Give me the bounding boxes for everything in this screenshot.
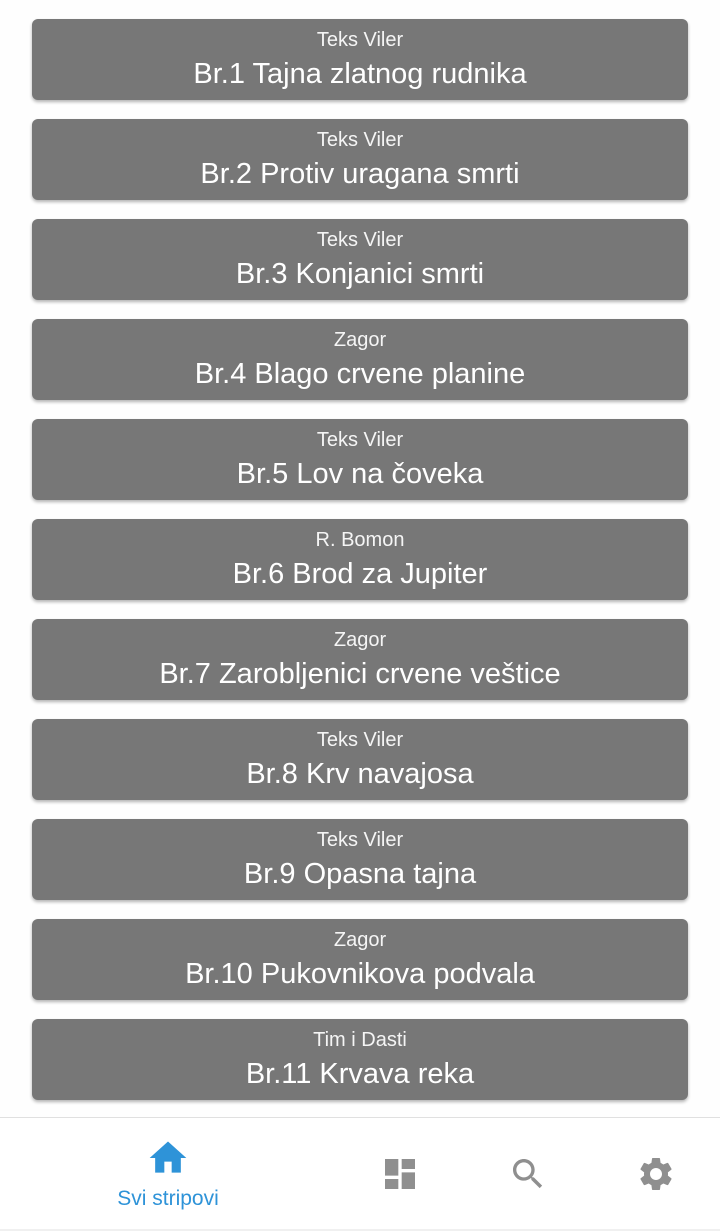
comic-series-label: R. Bomon bbox=[315, 528, 405, 551]
dashboard-icon bbox=[380, 1154, 420, 1194]
comic-series-label: Teks Viler bbox=[316, 128, 404, 151]
bottom-nav bbox=[0, 1117, 720, 1231]
nav-item-dashboard[interactable] bbox=[336, 1118, 464, 1229]
comic-title-label: Br.2 Protiv uragana smrti bbox=[200, 157, 520, 190]
comic-title-label: Br.11 Krvava reka bbox=[245, 1057, 475, 1090]
home-icon bbox=[146, 1136, 190, 1180]
comic-title-label: Br.6 Brod za Jupiter bbox=[232, 557, 488, 590]
comic-title-label: Br.3 Konjanici smrti bbox=[235, 257, 485, 290]
comic-series-label: Tim i Dasti bbox=[313, 1028, 407, 1051]
comic-card[interactable] bbox=[32, 519, 688, 600]
comic-card[interactable] bbox=[32, 219, 688, 300]
comic-series-label: Teks Viler bbox=[316, 228, 404, 251]
comic-card[interactable] bbox=[32, 719, 688, 800]
comic-title-label: Br.10 Pukovnikova podvala bbox=[185, 957, 535, 990]
comic-title-label: Br.5 Lov na čoveka bbox=[236, 457, 484, 490]
nav-item-label: Svi stripovi bbox=[117, 1187, 219, 1210]
comic-series-label: Zagor bbox=[333, 928, 387, 951]
comic-title-label: Br.7 Zarobljenici crvene veštice bbox=[159, 657, 561, 690]
search-icon bbox=[508, 1154, 548, 1194]
comic-card[interactable] bbox=[32, 19, 688, 100]
nav-item-search[interactable] bbox=[464, 1118, 592, 1229]
comic-title-label: Br.8 Krv navajosa bbox=[246, 757, 474, 790]
comic-title-label: Br.1 Tajna zlatnog rudnika bbox=[193, 57, 527, 90]
comic-title-label: Br.4 Blago crvene planine bbox=[194, 357, 526, 390]
comic-series-label: Teks Viler bbox=[316, 828, 404, 851]
comic-series-label: Zagor bbox=[333, 328, 387, 351]
comic-series-label: Zagor bbox=[333, 628, 387, 651]
gear-icon bbox=[636, 1154, 676, 1194]
comic-series-label: Teks Viler bbox=[316, 728, 404, 751]
comic-series-label: Teks Viler bbox=[316, 28, 404, 51]
comic-card[interactable] bbox=[32, 319, 688, 400]
comic-series-label: Teks Viler bbox=[316, 428, 404, 451]
comic-card[interactable] bbox=[32, 819, 688, 900]
comic-card[interactable] bbox=[32, 619, 688, 700]
comic-card[interactable] bbox=[32, 919, 688, 1000]
comic-title-label: Br.9 Opasna tajna bbox=[243, 857, 477, 890]
comic-card[interactable] bbox=[32, 419, 688, 500]
comic-card[interactable] bbox=[32, 1019, 688, 1100]
nav-item-all-comics[interactable] bbox=[0, 1118, 336, 1229]
nav-item-settings[interactable] bbox=[592, 1118, 720, 1229]
comic-card[interactable] bbox=[32, 119, 688, 200]
